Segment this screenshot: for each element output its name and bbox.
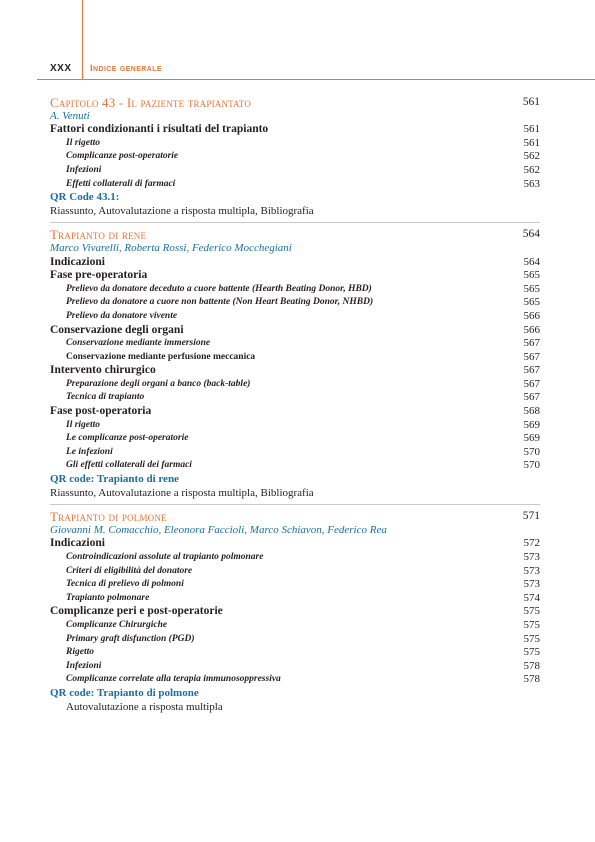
toc-subsection-entry[interactable] (50, 619, 540, 633)
toc-subsection-entry-title: Complicanze correlate alla terapia immunosoppressiva (66, 674, 281, 685)
toc-subsection-entry-title: Complicanze Chirurgiche (66, 619, 168, 630)
chapter-divider (50, 222, 540, 223)
toc-subsection-entry-page: 569 (523, 418, 540, 431)
header-vertical-rule (82, 0, 83, 79)
toc-subsection-entry-page: 570 (523, 459, 540, 472)
toc-section-entry-title: Fase pre-operatoria (50, 269, 148, 282)
chapter-heading-page: 561 (522, 96, 540, 108)
toc-subsection-entry[interactable] (50, 432, 540, 446)
toc-subsection-entry[interactable] (50, 178, 540, 192)
qr-code-link-title: QR code: Trapianto di polmone (50, 686, 199, 699)
toc-subsection-entry[interactable] (50, 551, 540, 565)
toc-subsection-entry[interactable] (50, 150, 540, 164)
chapter-authors (50, 524, 540, 538)
toc-subsection-entry-title: Infezioni (66, 164, 102, 175)
chapter-heading-title: Trapianto di rene (50, 227, 147, 243)
toc-section-entry-title: Indicazioni (50, 537, 105, 550)
toc-section-entry-page: 564 (523, 255, 540, 268)
chapter-heading-page: 571 (522, 510, 540, 523)
toc-subsection-entry-page: 570 (523, 445, 540, 458)
toc-subsection-entry[interactable] (50, 419, 540, 433)
toc-subsection-entry[interactable] (50, 337, 540, 351)
toc-subsection-entry[interactable] (50, 646, 540, 660)
chapter-heading[interactable] (50, 510, 540, 524)
toc-subsection-entry[interactable] (50, 378, 540, 392)
toc-section-entry[interactable] (50, 269, 540, 283)
table-of-contents (50, 96, 540, 714)
toc-section-entry-title: Conservazione degli organi (50, 323, 184, 336)
toc-subsection-entry[interactable] (50, 633, 540, 647)
chapter-extras (50, 205, 540, 219)
toc-subsection-entry[interactable] (50, 296, 540, 310)
toc-subsection-entry[interactable] (50, 459, 540, 473)
toc-subsection-entry-page: 573 (523, 564, 540, 577)
toc-subsection-entry-title: Rigetto (66, 647, 94, 658)
chapter-authors-title: Marco Vivarelli, Roberta Rossi, Federico Mocchegiani (50, 241, 292, 254)
toc-subsection-entry-page: 562 (523, 150, 540, 163)
toc-subsection-entry-page: 567 (523, 391, 540, 404)
toc-section-entry-page: 572 (523, 537, 540, 550)
toc-subsection-entry-title: Conservazione mediante immersione (66, 338, 211, 349)
toc-subsection-entry[interactable] (50, 351, 540, 365)
toc-subsection-entry-page: 569 (523, 432, 540, 445)
toc-subsection-entry-title: Prelievo da donatore vivente (66, 310, 178, 321)
toc-subsection-entry-page: 567 (523, 377, 540, 390)
toc-subsection-entry-title: Conservazione mediante perfusione meccanica (66, 351, 256, 362)
toc-section-entry[interactable] (50, 537, 540, 551)
toc-subsection-entry-page: 573 (523, 551, 540, 563)
toc-subsection-entry-page: 575 (523, 646, 540, 659)
toc-subsection-entry-title: Effetti collaterali di farmaci (66, 178, 176, 189)
toc-section-entry-title: Fase post-operatoria (50, 405, 152, 418)
toc-subsection-entry[interactable] (50, 164, 540, 178)
toc-subsection-entry-page: 567 (523, 337, 540, 350)
toc-subsection-entry-page: 561 (523, 136, 540, 149)
toc-subsection-entry[interactable] (50, 565, 540, 579)
toc-subsection-entry-page: 578 (523, 659, 540, 672)
toc-subsection-entry-title: Le infezioni (66, 446, 113, 457)
toc-subsection-entry-page: 567 (523, 350, 540, 363)
qr-code-link-title: QR code: Trapianto di rene (50, 473, 179, 486)
chapter-extras-title: Riassunto, Autovalutazione a risposta multipla, Bibliografia (50, 204, 314, 217)
chapter-authors-title: A. Venuti (50, 109, 90, 122)
chapter-extras-title: Riassunto, Autovalutazione a risposta multipla, Bibliografia (50, 486, 314, 499)
chapter-heading-title: Trapianto di polmone (50, 509, 167, 525)
toc-section-entry[interactable] (50, 364, 540, 378)
toc-section-entry[interactable] (50, 324, 540, 338)
toc-subsection-entry-title: Prelievo da donatore deceduto a cuore battente (Hearth Beating Donor, HBD) (66, 283, 372, 294)
chapter-extras (50, 701, 540, 715)
toc-section-entry[interactable] (50, 256, 540, 270)
toc-section-entry[interactable] (50, 405, 540, 419)
toc-subsection-entry-title: Gli effetti collaterali dei farmaci (66, 460, 192, 471)
toc-subsection-entry-title: Controindicazioni assolute al trapianto polmonare (66, 552, 264, 562)
toc-subsection-entry-page: 562 (523, 163, 540, 176)
toc-section-entry-title: Indicazioni (50, 255, 105, 268)
toc-subsection-entry-page: 574 (523, 591, 540, 604)
toc-section-entry-title: Intervento chirurgico (50, 364, 156, 377)
chapter-divider (50, 504, 540, 505)
toc-subsection-entry-page: 575 (523, 618, 540, 631)
toc-subsection-entry[interactable] (50, 283, 540, 297)
toc-subsection-entry-title: Trapianto polmonare (66, 592, 150, 603)
toc-subsection-entry-title: Prelievo da donatore a cuore non battente (Non Heart Beating Donor, NHBD) (66, 297, 374, 308)
toc-subsection-entry-title: Tecnica di trapianto (66, 392, 145, 403)
toc-subsection-entry-page: 573 (523, 578, 540, 591)
chapter-authors (50, 242, 540, 256)
toc-subsection-entry-page: 566 (523, 309, 540, 322)
toc-subsection-entry-title: Criteri di eligibilità del donatore (66, 565, 193, 576)
toc-section-entry[interactable] (50, 605, 540, 619)
chapter-authors (50, 110, 540, 124)
toc-subsection-entry-page: 575 (523, 632, 540, 645)
toc-subsection-entry[interactable] (50, 137, 540, 151)
toc-subsection-entry-title: Infezioni (66, 660, 102, 671)
toc-section-entry-page: 567 (523, 364, 540, 377)
toc-subsection-entry-page: 565 (523, 282, 540, 295)
toc-subsection-entry-title: Complicanze post-operatorie (66, 151, 179, 162)
qr-code-link[interactable] (50, 191, 540, 205)
toc-section-entry[interactable] (50, 123, 540, 137)
toc-section-entry-page: 565 (523, 269, 540, 282)
toc-subsection-entry-page: 563 (523, 177, 540, 190)
qr-code-link[interactable] (50, 473, 540, 487)
toc-subsection-entry-title: Le complicanze post-operatorie (66, 433, 189, 444)
qr-code-link-title: QR Code 43.1: (50, 191, 120, 204)
toc-subsection-entry[interactable] (50, 592, 540, 606)
toc-section-entry-title: Complicanze peri e post-operatorie (50, 605, 223, 618)
toc-subsection-entry[interactable] (50, 578, 540, 592)
chapter-heading[interactable] (50, 96, 540, 110)
toc-subsection-entry[interactable] (50, 391, 540, 405)
toc-subsection-entry[interactable] (50, 660, 540, 674)
running-page-number: XXX (50, 63, 72, 74)
toc-section-entry-page: 575 (523, 605, 540, 618)
chapter-heading[interactable] (50, 228, 540, 242)
chapter-extras (50, 487, 540, 501)
toc-subsection-entry-title: Preparazione degli organi a banco (back-table) (66, 378, 251, 389)
toc-subsection-entry-title: Primary graft disfunction (PGD) (66, 633, 195, 644)
toc-subsection-entry[interactable] (50, 673, 540, 687)
chapter-authors-title: Giovanni M. Comacchio, Eleonora Faccioli, Marco Schiavon, Federico Rea (50, 523, 387, 536)
qr-code-link[interactable] (50, 687, 540, 701)
toc-section-entry-page: 568 (523, 405, 540, 418)
toc-subsection-entry-page: 578 (523, 673, 540, 686)
chapter-heading-title: Capitolo 43 - Il paziente trapiantato (50, 95, 252, 110)
toc-section-entry-title: Fattori condizionanti i risultati del trapianto (50, 123, 269, 136)
toc-subsection-entry-title: Il rigetto (66, 419, 101, 430)
toc-subsection-entry[interactable] (50, 446, 540, 460)
toc-section-entry-page: 561 (523, 123, 540, 136)
toc-section-entry-page: 566 (523, 323, 540, 336)
chapter-heading-page: 564 (522, 228, 540, 241)
running-header-title: Indice generale (90, 63, 162, 74)
toc-subsection-entry-page: 565 (523, 296, 540, 309)
toc-subsection-entry-title: Tecnica di prelievo di polmoni (66, 579, 184, 590)
toc-subsection-entry[interactable] (50, 310, 540, 324)
header-horizontal-rule (37, 79, 595, 80)
toc-subsection-entry-title: Il rigetto (66, 137, 101, 148)
chapter-extras-title: Autovalutazione a risposta multipla (66, 700, 223, 713)
